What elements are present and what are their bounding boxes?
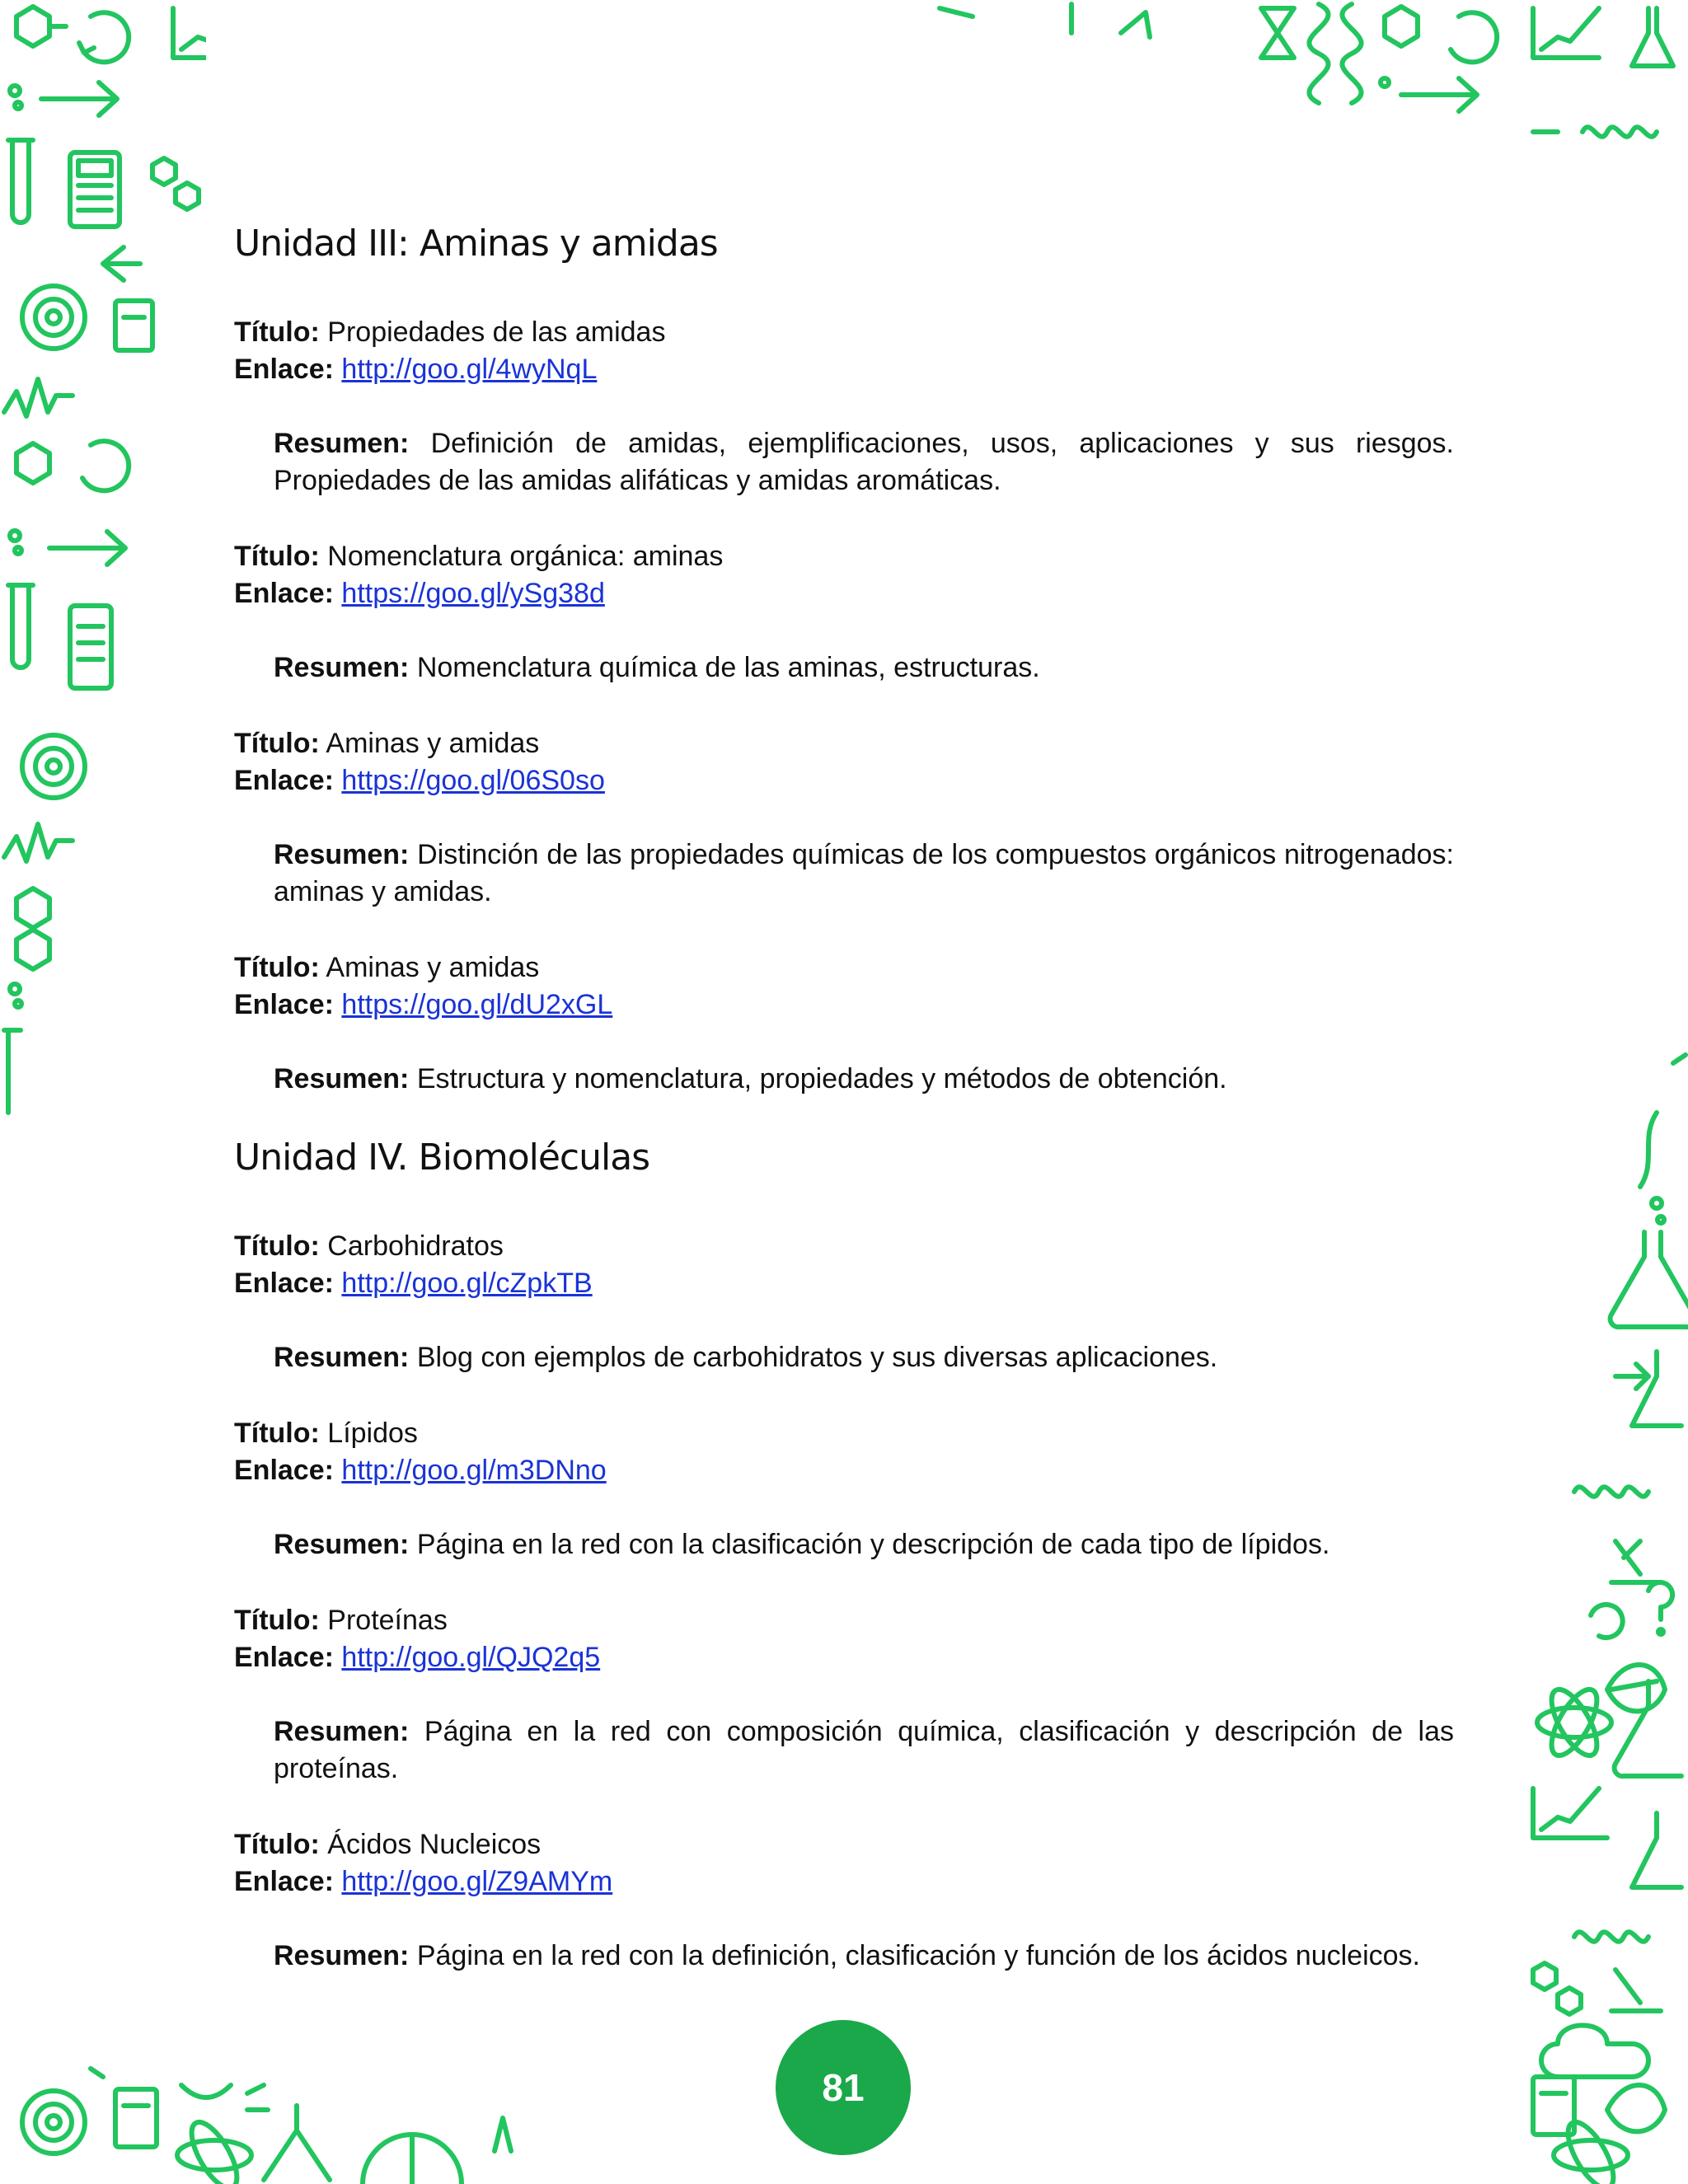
title-value: Aminas y amidas: [326, 951, 540, 983]
link-label: Enlace:: [234, 1865, 334, 1897]
title-label: Título:: [234, 951, 320, 983]
title-line: [234, 949, 1454, 987]
hourglass-icon: [1261, 8, 1294, 58]
title-line: [234, 314, 1454, 351]
resource-link[interactable]: http://goo.gl/m3DNno: [341, 1454, 607, 1486]
resource-entry: [234, 725, 1454, 911]
flask-icon-right: [1611, 1232, 1688, 1327]
summary-label: Resumen:: [274, 1939, 410, 1971]
summary-label: Resumen:: [274, 1528, 410, 1560]
spring-icon: [1574, 1487, 1648, 1497]
hexagons-icon: [152, 158, 199, 209]
summary: [274, 1713, 1454, 1788]
title-label: Título:: [234, 1230, 320, 1262]
title-line: [234, 538, 1454, 575]
summary-text: Blog con ejemplos de carbohidratos y sus diversas aplicaciones.: [416, 1341, 1218, 1373]
resource-entry: [234, 1602, 1454, 1788]
growth-chart-right: [1533, 1788, 1607, 1838]
test-tube-icon: [8, 140, 33, 223]
summary: [274, 1526, 1454, 1563]
link-line: [234, 987, 1454, 1024]
title-value: Ácidos Nucleicos: [327, 1828, 542, 1860]
summary-text: Nomenclatura química de las aminas, estructuras.: [416, 651, 1040, 683]
link-label: Enlace:: [234, 1641, 334, 1673]
title-line: [234, 1602, 1454, 1639]
resource-link[interactable]: https://goo.gl/dU2xGL: [341, 988, 613, 1020]
title-line: [234, 1826, 1454, 1863]
calculator-icon: [70, 152, 120, 227]
resource-link[interactable]: https://goo.gl/ySg38d: [341, 577, 605, 609]
title-label: Título:: [234, 1604, 320, 1636]
summary-label: Resumen:: [274, 427, 410, 459]
resource-entry: [234, 949, 1454, 1098]
link-line: [234, 1265, 1454, 1302]
summary: [274, 1938, 1454, 1975]
link-label: Enlace:: [234, 988, 334, 1020]
link-line: [234, 351, 1454, 388]
target-icon: [22, 286, 85, 349]
summary: [274, 649, 1454, 687]
resource-link[interactable]: http://goo.gl/Z9AMYm: [341, 1865, 613, 1897]
left-border-doodles: [0, 0, 206, 1129]
link-line: [234, 1452, 1454, 1489]
link-label: Enlace:: [234, 353, 334, 385]
resource-entry: [234, 1228, 1454, 1376]
link-line: [234, 1863, 1454, 1900]
summary-text: Distinción de las propiedades químicas de los compuestos orgánicos nitrogenados: aminas y amidas.: [274, 838, 1454, 907]
summary-text: Página en la red con composición química, clasificación y descripción de las proteínas.: [274, 1715, 1454, 1784]
summary-text: Estructura y nomenclatura, propiedades y métodos de obtención.: [416, 1062, 1227, 1094]
link-label: Enlace:: [234, 577, 334, 609]
link-label: Enlace:: [234, 1267, 334, 1299]
title-line: [234, 1415, 1454, 1452]
arrow-icon: [41, 82, 117, 115]
summary-label: Resumen:: [274, 1062, 410, 1094]
summary-label: Resumen:: [274, 838, 410, 870]
molecule-icon-2: [16, 443, 49, 483]
link-label: Enlace:: [234, 764, 334, 796]
title-label: Título:: [234, 540, 320, 572]
summary-label: Resumen:: [274, 651, 410, 683]
page-number-badge: 81: [776, 2020, 911, 2155]
summary-text: Página en la red con la definición, clasificación y función de los ácidos nucleicos.: [416, 1939, 1420, 1971]
summary-text: Página en la red con la clasificación y descripción de cada tipo de lípidos.: [416, 1528, 1330, 1560]
summary: [274, 1339, 1454, 1376]
title-value: Aminas y amidas: [326, 727, 540, 759]
link-line: [234, 762, 1454, 799]
title-label: Título:: [234, 316, 320, 348]
title-value: Lípidos: [327, 1417, 418, 1449]
title-value: Proteínas: [327, 1604, 448, 1636]
resource-link[interactable]: http://goo.gl/cZpkTB: [341, 1267, 593, 1299]
resource-entry: [234, 538, 1454, 687]
title-label: Título:: [234, 1417, 320, 1449]
molecule-icon: [16, 7, 66, 46]
summary-label: Resumen:: [274, 1341, 410, 1373]
link-line: [234, 1639, 1454, 1676]
unit-heading: Unidad III: Aminas y amidas: [234, 223, 718, 265]
right-border-doodles: [1451, 1047, 1688, 2184]
top-border-doodles: [923, 0, 1688, 165]
flask-icon: [1632, 8, 1673, 66]
microscope-icon: [1611, 1541, 1661, 1582]
resource-entry: [234, 1415, 1454, 1563]
summary-label: Resumen:: [274, 1715, 410, 1747]
link-line: [234, 575, 1454, 612]
molecule-icon-top: [1385, 7, 1418, 46]
bottom-border-doodles: [0, 2044, 626, 2184]
title-value: Carbohidratos: [327, 1230, 504, 1262]
link-label: Enlace:: [234, 1454, 334, 1486]
growth-chart-icon: [173, 8, 206, 58]
resource-link[interactable]: http://goo.gl/QJQ2q5: [341, 1641, 601, 1673]
atom-icon: [1537, 1683, 1611, 1762]
resource-entry: [234, 1826, 1454, 1975]
book-icon: [115, 301, 152, 350]
leaf-icon: [1607, 1665, 1665, 1711]
unit-section-4: [234, 1137, 1454, 1975]
summary-text: Definición de amidas, ejemplificaciones, usos, aplicaciones y sus riesgos. Propiedades de las amidas alifáticas y amidas aromáticas.: [274, 427, 1454, 496]
title-value: Propiedades de las amidas: [327, 316, 666, 348]
resource-entry: [234, 314, 1454, 499]
summary: [274, 1061, 1454, 1098]
title-label: Título:: [234, 1828, 320, 1860]
title-value: Nomenclatura orgánica: aminas: [327, 540, 724, 572]
unit-section-3: [234, 223, 1454, 1098]
title-label: Título:: [234, 727, 320, 759]
unit-heading: Unidad IV. Biomoléculas: [234, 1136, 650, 1179]
question-icon: [1648, 1582, 1672, 1634]
resource-link[interactable]: http://goo.gl/4wyNqL: [341, 353, 598, 385]
dna-icon: [1309, 4, 1361, 103]
resource-link[interactable]: https://goo.gl/06S0so: [341, 764, 605, 796]
title-line: [234, 1228, 1454, 1265]
summary: [274, 425, 1454, 499]
title-line: [234, 725, 1454, 762]
recycle-icon: [79, 12, 129, 62]
summary: [274, 837, 1454, 911]
document-body: [234, 223, 1454, 2013]
